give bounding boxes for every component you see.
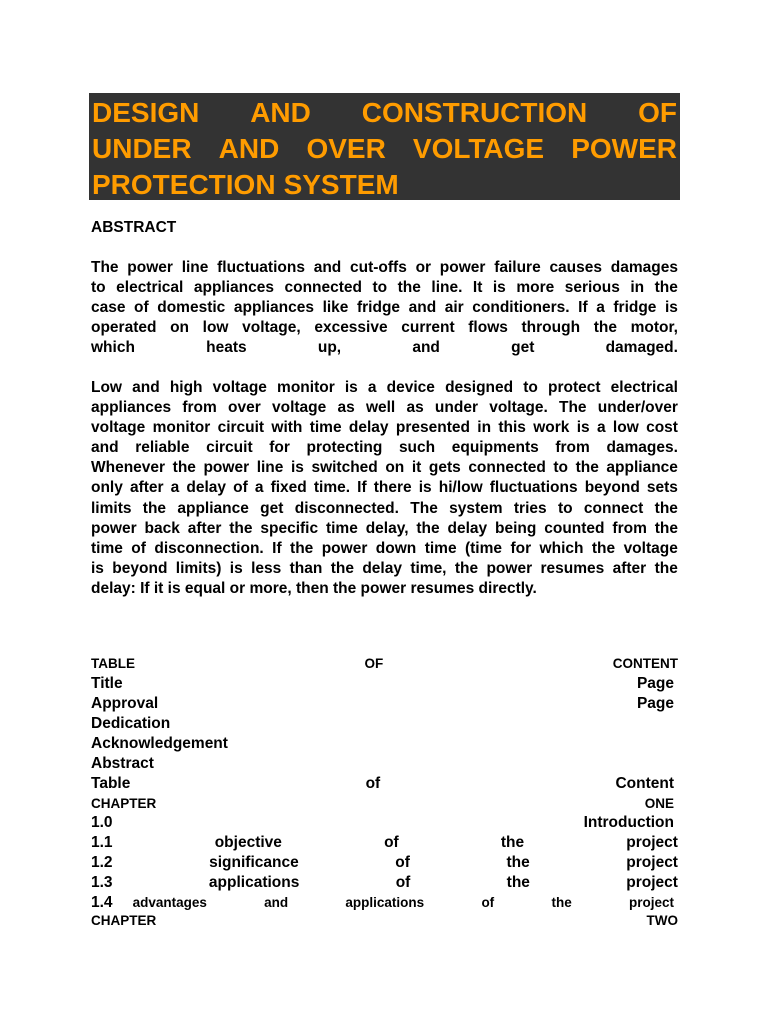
paragraph-line	[91, 478, 678, 498]
word: of	[134, 299, 149, 317]
word: designed	[445, 379, 514, 396]
word: flows	[468, 319, 508, 337]
toc-header-word: OF	[364, 656, 384, 671]
word: such	[398, 439, 436, 457]
word: and	[132, 379, 160, 396]
word: under	[434, 399, 478, 417]
word: on	[170, 319, 190, 337]
word: tries	[513, 499, 547, 517]
word: is	[167, 579, 181, 597]
word: less	[251, 559, 282, 577]
word: the	[654, 519, 678, 537]
toc-entry-1-0	[91, 813, 678, 833]
word: If	[357, 479, 367, 497]
word: back	[144, 519, 180, 537]
paragraph-line	[91, 278, 678, 298]
toc-header	[91, 654, 678, 674]
word: to	[523, 379, 538, 396]
word: the	[330, 559, 354, 577]
word: resumes	[540, 559, 605, 577]
word: from	[612, 519, 647, 537]
word: under/over	[597, 399, 678, 417]
title-word: UNDER	[92, 133, 192, 164]
toc-word: of	[365, 774, 381, 792]
word: sets	[646, 479, 678, 497]
word: high	[169, 379, 203, 396]
word: to	[372, 279, 388, 297]
word: the	[332, 579, 357, 597]
word: power	[360, 579, 407, 597]
word: which	[91, 339, 135, 357]
toc-word: 1.3	[91, 874, 113, 891]
toc-word: significance	[209, 854, 299, 871]
word: counted	[544, 519, 605, 537]
toc-word: Approval	[91, 694, 159, 712]
toc-word: project	[626, 834, 678, 851]
word: appliance	[606, 459, 678, 477]
word: time	[325, 519, 358, 537]
word: on	[385, 459, 405, 477]
word: the	[397, 279, 421, 297]
toc-word: objective	[214, 834, 282, 851]
word: a	[596, 299, 605, 317]
title-word: OF	[638, 97, 677, 128]
word: If	[272, 539, 282, 557]
table-of-contents	[91, 654, 678, 929]
word: causes	[549, 259, 603, 276]
word: It	[472, 279, 483, 297]
toc-entry-title-page	[91, 674, 678, 694]
word: fluctuations	[217, 259, 305, 276]
word: it	[153, 579, 164, 597]
word: connected	[284, 279, 362, 297]
toc-word: Content	[615, 774, 674, 792]
word: serious	[564, 279, 620, 297]
abstract-paragraph-2	[91, 378, 678, 599]
toc-header-word: TABLE	[91, 656, 135, 671]
word: and	[412, 339, 440, 357]
toc-word: 1.0	[91, 814, 113, 831]
toc-word: Dedication	[91, 714, 171, 732]
word: well	[365, 399, 396, 417]
toc-word: TWO	[646, 913, 678, 928]
abstract-heading: ABSTRACT	[91, 219, 177, 236]
word: delay	[348, 419, 389, 437]
word: after	[129, 479, 164, 497]
word: damaged.	[605, 339, 678, 357]
toc-word: Title	[91, 674, 123, 692]
toc-word: applications	[345, 895, 425, 910]
toc-word: 1.4	[91, 894, 113, 911]
word: being	[495, 519, 537, 537]
title-line-3	[92, 167, 677, 203]
word: circuit	[206, 439, 253, 457]
word: time	[424, 539, 457, 557]
word: the	[454, 559, 479, 577]
word: air	[444, 299, 464, 317]
toc-word: Page	[636, 694, 674, 712]
word: Low	[91, 379, 122, 396]
word: fluctuations	[489, 479, 578, 497]
word: hi/low	[438, 479, 483, 497]
word: appliances	[233, 299, 314, 317]
document-title-banner	[89, 93, 680, 200]
word: of	[233, 479, 248, 497]
paragraph-line	[91, 579, 678, 599]
toc-word: Table	[91, 774, 131, 792]
title-word: DESIGN	[92, 97, 200, 128]
toc-word: CHAPTER	[91, 913, 157, 928]
toc-word: the	[506, 854, 530, 871]
word: operated	[91, 319, 157, 337]
word: the	[654, 499, 678, 517]
word: system	[449, 499, 503, 517]
word: or	[415, 259, 432, 276]
word: is	[229, 559, 243, 577]
word: failure	[494, 259, 541, 276]
word: appliances	[91, 399, 172, 417]
word: for	[269, 439, 290, 457]
toc-word: the	[506, 874, 530, 891]
word: and	[91, 439, 119, 457]
word: motor,	[630, 319, 678, 337]
toc-word: the	[500, 834, 525, 851]
word: after	[612, 559, 647, 577]
word: a	[596, 419, 606, 437]
word: monitor	[152, 419, 211, 437]
word: heats	[206, 339, 247, 357]
word: up,	[317, 339, 342, 357]
word: voltage.	[489, 399, 548, 417]
word: low	[612, 419, 639, 437]
word: monitor	[277, 379, 335, 396]
word: specific	[260, 519, 319, 537]
word: fridge	[356, 299, 401, 317]
title-word: OVER	[306, 133, 386, 164]
word: switched	[311, 459, 378, 477]
toc-entry-1-3	[91, 873, 678, 893]
word: reliable	[135, 439, 190, 457]
word: connected	[468, 459, 546, 477]
word: a	[367, 379, 377, 396]
word: damages.	[606, 439, 678, 457]
paragraph-line	[91, 318, 678, 338]
word: The	[91, 259, 119, 276]
toc-entry-acknowledgement	[91, 734, 678, 754]
word: disconnection.	[154, 539, 264, 557]
toc-word: 1.2	[91, 854, 113, 871]
word: there	[373, 479, 412, 497]
word: to	[91, 279, 106, 297]
word: power	[203, 459, 250, 477]
word: the	[142, 499, 167, 517]
word: domestic	[157, 299, 226, 317]
toc-word: project	[626, 874, 678, 891]
word: appliance	[177, 499, 249, 517]
word: is	[344, 379, 358, 396]
paragraph-line	[91, 298, 678, 318]
paragraph-line	[91, 438, 678, 458]
word: cut-offs	[350, 259, 407, 276]
word: and	[408, 299, 437, 317]
word: If	[140, 579, 150, 597]
word: power	[127, 259, 173, 276]
toc-word: of	[481, 895, 495, 910]
word: after	[187, 519, 222, 537]
word: voltage	[212, 379, 267, 396]
word: time	[91, 539, 123, 557]
toc-word: CHAPTER	[91, 795, 157, 811]
word: then	[295, 579, 329, 597]
word: fixed	[270, 479, 307, 497]
word: is	[418, 479, 432, 497]
word: delay:	[91, 579, 136, 597]
title-word: VOLTAGE	[412, 133, 545, 164]
word: a	[254, 479, 264, 497]
word: is	[290, 459, 304, 477]
word: the	[290, 539, 314, 557]
word: more,	[249, 579, 292, 597]
word: delay	[447, 519, 488, 537]
word: is	[576, 419, 590, 437]
word: over	[228, 399, 261, 417]
word: protect	[548, 379, 601, 396]
word: voltage	[271, 399, 327, 417]
word: The	[559, 399, 587, 417]
word: damages	[610, 259, 678, 276]
title-word: POWER	[571, 133, 677, 164]
word: power	[91, 519, 137, 537]
toc-word: advantages	[132, 895, 207, 910]
toc-word: of	[395, 874, 411, 891]
word: the	[591, 539, 616, 557]
paragraph-line	[91, 458, 678, 478]
toc-word: of	[384, 834, 399, 851]
word: presented	[395, 419, 470, 437]
word: device	[386, 379, 435, 396]
word: excessive	[314, 319, 388, 337]
title-line-2	[92, 131, 677, 167]
word: of	[131, 539, 146, 557]
word: in	[477, 419, 492, 437]
toc-entry-abstract	[91, 754, 678, 774]
word: this	[498, 419, 526, 437]
word: electrical	[610, 379, 678, 396]
toc-entry-approval-page	[91, 694, 678, 714]
paragraph-line	[91, 519, 678, 539]
word: is	[91, 559, 104, 577]
word: electrical	[116, 279, 184, 297]
toc-chapter-two	[91, 913, 678, 929]
word: is	[665, 299, 678, 317]
title-word: CONSTRUCTION	[361, 97, 588, 128]
word: like	[322, 299, 349, 317]
word: in	[630, 279, 645, 297]
toc-word: project	[628, 895, 674, 910]
word: time	[309, 419, 342, 437]
word: connect	[583, 499, 644, 517]
word: which	[539, 539, 584, 557]
word: The	[410, 499, 438, 517]
paragraph-line	[91, 418, 678, 438]
toc-word: project	[626, 854, 678, 871]
toc-header-word: CONTENT	[612, 656, 678, 671]
toc-word: of	[395, 854, 410, 871]
paragraph-line	[91, 559, 678, 579]
word: directly.	[478, 579, 537, 597]
word: voltage	[91, 419, 146, 437]
paragraph-line	[91, 539, 678, 559]
title-word: AND	[250, 97, 311, 128]
word: as	[337, 399, 355, 417]
title-word: SYSTEM	[283, 169, 399, 200]
word: as	[406, 399, 424, 417]
toc-word: applications	[208, 874, 300, 891]
word: the	[654, 559, 678, 577]
word: from	[555, 439, 590, 457]
paragraph-line	[91, 258, 678, 278]
word: power	[439, 259, 486, 276]
word: only	[91, 479, 123, 497]
word: the	[172, 459, 196, 477]
title-line-1	[92, 95, 677, 131]
paragraph-line	[91, 499, 678, 519]
word: line	[181, 259, 209, 276]
word: get	[511, 339, 535, 357]
word: the	[654, 279, 678, 297]
word: beyond	[112, 559, 168, 577]
toc-entry-table-of-content	[91, 774, 678, 794]
word: to	[553, 459, 569, 477]
word: cost	[646, 419, 678, 437]
word: the	[229, 519, 253, 537]
paragraph-line	[91, 378, 678, 398]
abstract-paragraph-1	[91, 258, 678, 358]
word: circuit	[217, 419, 265, 437]
word: line.	[431, 279, 463, 297]
word: delay	[186, 479, 227, 497]
word: protecting	[306, 439, 383, 457]
word: power	[321, 539, 368, 557]
paragraph-line	[91, 338, 678, 358]
word: the	[416, 519, 440, 537]
word: line	[256, 459, 284, 477]
word: the	[593, 319, 617, 337]
word: delay,	[365, 519, 409, 537]
word: is	[492, 279, 506, 297]
word: voltage,	[242, 319, 301, 337]
word: get	[260, 499, 284, 517]
word: delay	[362, 559, 402, 577]
word: equipments	[451, 439, 539, 457]
word: gets	[428, 459, 461, 477]
word: down	[375, 539, 417, 557]
paragraph-line	[91, 398, 678, 418]
word: (time	[464, 539, 503, 557]
word: case	[91, 299, 126, 317]
word: than	[289, 559, 323, 577]
word: the	[575, 459, 599, 477]
toc-word: Abstract	[91, 754, 154, 772]
word: power	[486, 559, 533, 577]
word: limits	[91, 499, 132, 517]
word: work	[533, 419, 570, 437]
word: resumes	[410, 579, 475, 597]
toc-word: Acknowledgement	[91, 734, 228, 752]
word: time.	[313, 479, 351, 497]
toc-word: and	[264, 895, 289, 910]
title-word: PROTECTION	[92, 169, 276, 200]
toc-word: Page	[636, 674, 674, 692]
word: voltage	[623, 539, 678, 557]
word: time,	[410, 559, 447, 577]
word: and	[313, 259, 342, 276]
toc-word: ONE	[644, 795, 674, 811]
word: fridge	[613, 299, 657, 317]
toc-word: 1.1	[91, 834, 113, 851]
toc-entry-1-2	[91, 853, 678, 873]
toc-entry-1-1	[91, 833, 678, 853]
word: through	[521, 319, 581, 337]
word: If	[578, 299, 588, 317]
word: current	[401, 319, 455, 337]
word: beyond	[584, 479, 640, 497]
word: more	[516, 279, 555, 297]
toc-entry-dedication	[91, 714, 678, 734]
word: disconnected.	[294, 499, 399, 517]
toc-entry-1-4	[91, 893, 678, 913]
word: limits)	[175, 559, 222, 577]
word: for	[510, 539, 532, 557]
word: a	[170, 479, 180, 497]
word: Whenever	[91, 459, 166, 477]
word: equal	[184, 579, 226, 597]
toc-word: the	[551, 895, 572, 910]
word: from	[182, 399, 217, 417]
word: conditioners.	[472, 299, 570, 317]
word: or	[229, 579, 246, 597]
toc-chapter-one	[91, 794, 678, 814]
toc-entry-1-4-text	[133, 893, 678, 913]
word: low	[202, 319, 229, 337]
word: with	[271, 419, 303, 437]
word: to	[557, 499, 573, 517]
word: appliances	[193, 279, 274, 297]
title-word: AND	[218, 133, 280, 164]
word: it	[411, 459, 422, 477]
toc-word: Introduction	[583, 814, 674, 831]
